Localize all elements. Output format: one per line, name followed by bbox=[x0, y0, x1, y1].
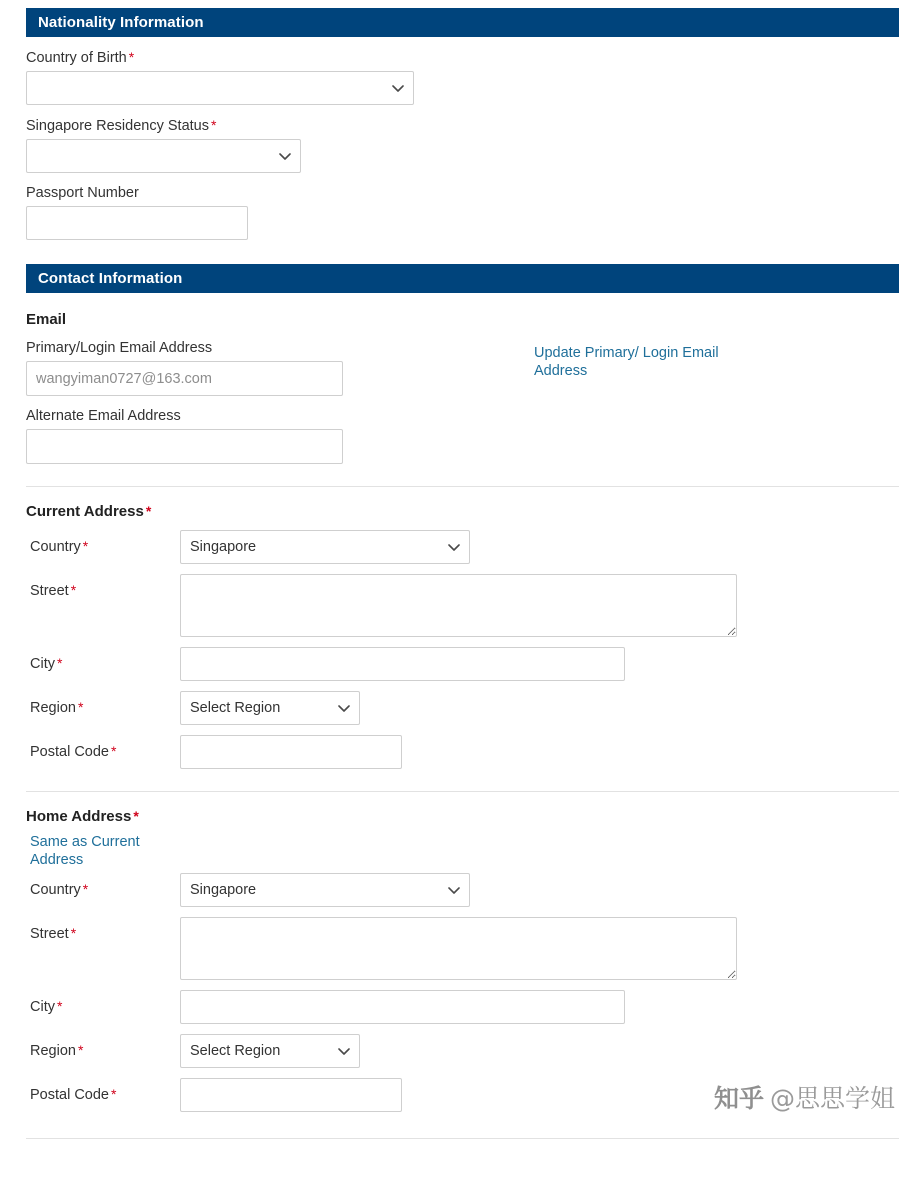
required-marker: * bbox=[56, 998, 63, 1015]
current-city-input[interactable] bbox=[180, 647, 625, 681]
current-address-region-row bbox=[30, 691, 919, 725]
alternate-email-field bbox=[26, 408, 919, 464]
current-region-select-wrap[interactable] bbox=[180, 691, 360, 725]
current-city-label-text: City bbox=[30, 656, 55, 672]
current-address-city-row bbox=[30, 647, 919, 681]
home-address-city-row bbox=[30, 990, 919, 1024]
current-street-textarea[interactable] bbox=[180, 574, 737, 637]
same-as-current-wrap bbox=[30, 833, 919, 869]
home-region-label-text: Region bbox=[30, 1043, 76, 1060]
home-country-label-text: Country bbox=[30, 882, 81, 899]
current-country-select[interactable] bbox=[180, 530, 470, 564]
country-of-birth-label-text: Country of Birth bbox=[26, 50, 127, 66]
required-marker: * bbox=[82, 538, 89, 554]
primary-email-label: Primary/Login Email Address bbox=[26, 340, 213, 356]
home-address-title bbox=[26, 808, 919, 825]
nationality-section bbox=[0, 0, 919, 37]
current-postal-label-text: Postal Code bbox=[30, 744, 109, 760]
required-marker: * bbox=[56, 655, 63, 671]
home-country-label bbox=[30, 873, 180, 898]
current-country-label-text: Country bbox=[30, 539, 81, 555]
divider bbox=[26, 791, 899, 792]
home-region-label bbox=[30, 1034, 180, 1059]
home-postal-label-text: Postal Code bbox=[30, 1087, 109, 1104]
current-region-label-text: Region bbox=[30, 700, 76, 716]
country-of-birth-select[interactable] bbox=[26, 71, 414, 105]
current-address-country-row bbox=[30, 530, 919, 564]
required-marker: * bbox=[133, 808, 139, 824]
passport-number-input[interactable] bbox=[26, 206, 248, 240]
current-street-label bbox=[30, 574, 180, 599]
nationality-section-header: Nationality Information bbox=[26, 8, 899, 37]
residency-status-label-text: Singapore Residency Status bbox=[26, 118, 209, 134]
required-marker: * bbox=[77, 1042, 84, 1059]
alternate-email-label: Alternate Email Address bbox=[26, 408, 181, 424]
current-region-select[interactable] bbox=[180, 691, 360, 725]
divider bbox=[26, 486, 899, 487]
home-city-label bbox=[30, 990, 180, 1015]
watermark-text: @思思学姐 bbox=[769, 1084, 895, 1114]
required-marker: * bbox=[82, 881, 89, 898]
home-postal-input[interactable] bbox=[180, 1078, 402, 1112]
current-postal-label bbox=[30, 735, 180, 760]
contact-section bbox=[0, 240, 919, 293]
home-street-label-text: Street bbox=[30, 926, 69, 943]
primary-email-input[interactable] bbox=[26, 361, 343, 396]
required-marker: * bbox=[111, 1086, 117, 1103]
required-marker: * bbox=[70, 925, 77, 942]
email-subheading: Email bbox=[26, 311, 67, 328]
home-country-select-wrap[interactable] bbox=[180, 873, 470, 907]
home-region-select[interactable] bbox=[180, 1034, 360, 1068]
home-address-title-text: Home Address bbox=[26, 808, 132, 825]
current-address-title-text: Current Address bbox=[26, 503, 144, 520]
current-city-label bbox=[30, 647, 180, 672]
current-street-label-text: Street bbox=[30, 583, 69, 599]
current-address-title bbox=[26, 503, 919, 520]
primary-email-field bbox=[26, 328, 534, 396]
required-marker: * bbox=[128, 49, 135, 65]
home-street-label bbox=[30, 917, 180, 942]
residency-status-field bbox=[26, 117, 919, 173]
required-marker: * bbox=[210, 117, 217, 133]
required-marker: * bbox=[70, 582, 77, 598]
residency-status-select[interactable] bbox=[26, 139, 301, 173]
country-of-birth-field bbox=[26, 49, 919, 105]
required-marker: * bbox=[77, 699, 84, 715]
required-marker: * bbox=[145, 503, 152, 519]
home-city-label-text: City bbox=[30, 999, 55, 1016]
divider bbox=[26, 1138, 899, 1139]
home-address-region-row bbox=[30, 1034, 919, 1068]
country-of-birth-select-wrap[interactable] bbox=[26, 71, 414, 105]
passport-number-field bbox=[26, 185, 919, 240]
required-marker: * bbox=[111, 743, 117, 759]
current-address-postal-row bbox=[30, 735, 919, 769]
residency-status-label bbox=[26, 117, 919, 134]
home-region-select-wrap[interactable] bbox=[180, 1034, 360, 1068]
home-city-input[interactable] bbox=[180, 990, 625, 1024]
home-country-select[interactable] bbox=[180, 873, 470, 907]
primary-email-row bbox=[26, 328, 919, 396]
home-street-textarea[interactable] bbox=[180, 917, 737, 980]
current-country-select-wrap[interactable] bbox=[180, 530, 470, 564]
residency-status-select-wrap[interactable] bbox=[26, 139, 301, 173]
home-address-street-row bbox=[30, 917, 919, 980]
update-email-link-wrap bbox=[534, 328, 749, 380]
passport-number-label: Passport Number bbox=[26, 185, 139, 201]
home-address-country-row bbox=[30, 873, 919, 907]
update-primary-email-link[interactable]: Update Primary/ Login Email Address bbox=[534, 345, 719, 380]
current-postal-input[interactable] bbox=[180, 735, 402, 769]
country-of-birth-label bbox=[26, 49, 919, 66]
current-address-street-row bbox=[30, 574, 919, 637]
current-country-label bbox=[30, 530, 180, 555]
current-region-label bbox=[30, 691, 180, 716]
watermark-logo: 知乎 bbox=[713, 1084, 764, 1114]
watermark bbox=[714, 1079, 895, 1115]
home-postal-label bbox=[30, 1078, 180, 1103]
alternate-email-input[interactable] bbox=[26, 429, 343, 464]
same-as-current-address-link[interactable]: Same as Current Address bbox=[30, 834, 140, 869]
contact-section-header: Contact Information bbox=[26, 264, 899, 293]
